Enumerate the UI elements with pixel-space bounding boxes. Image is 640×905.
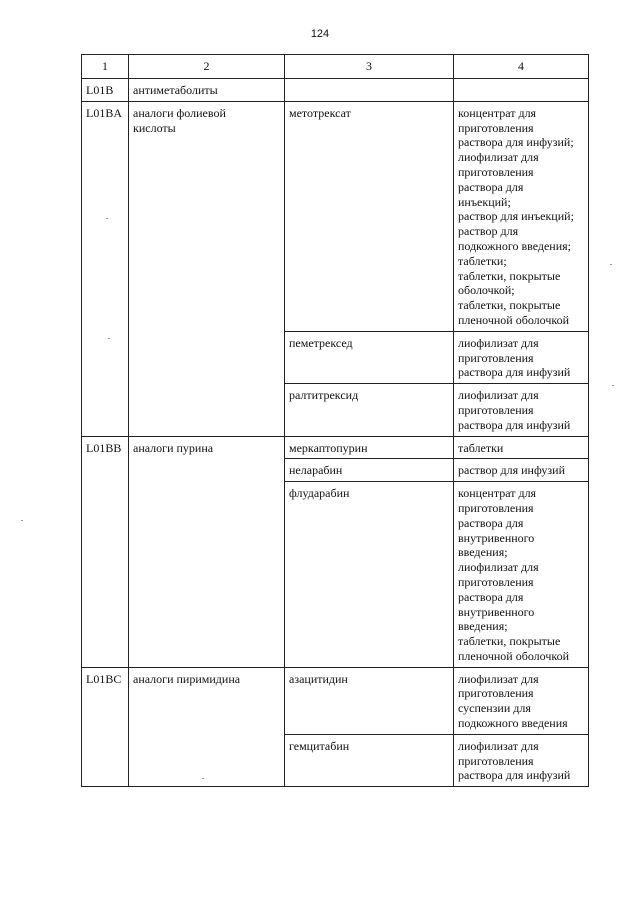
group-name-cell: аналоги фолиевой кислоты <box>129 101 285 436</box>
atc-code-cell: L01BA <box>82 101 129 436</box>
table-row <box>82 101 589 331</box>
atc-code-cell: L01B <box>82 79 129 102</box>
dosage-form-cell: раствор для инфузий <box>454 459 589 482</box>
drug-name-cell: пеметрексед <box>285 331 454 383</box>
column-header-4: 4 <box>454 55 589 79</box>
table-body <box>82 55 589 787</box>
column-header-2: 2 <box>129 55 285 79</box>
drug-name-cell: меркаптопурин <box>285 436 454 459</box>
group-name-cell: аналоги пиримидина <box>129 667 285 787</box>
scan-speck <box>612 385 614 386</box>
group-name-cell: антиметаболиты <box>129 79 285 102</box>
dosage-form-cell: лиофилизат для приготовления раствора для инфузий <box>454 384 589 436</box>
dosage-form-cell: таблетки <box>454 436 589 459</box>
table-row <box>82 79 589 102</box>
drug-name-cell: метотрексат <box>285 101 454 331</box>
drug-name-cell: гемцитабин <box>285 734 454 786</box>
drug-name-cell: ралтитрексид <box>285 384 454 436</box>
table-row <box>82 667 589 734</box>
column-header-1: 1 <box>82 55 129 79</box>
table-header-row <box>82 55 589 79</box>
dosage-form-cell: лиофилизат для приготовления раствора для инфузий <box>454 734 589 786</box>
dosage-form-cell: лиофилизат для приготовления суспензии для подкожного введения <box>454 667 589 734</box>
scan-speck <box>610 264 612 265</box>
column-header-3: 3 <box>285 55 454 79</box>
drug-name-cell: флударабин <box>285 482 454 668</box>
table-row <box>82 436 589 459</box>
atc-code-cell: L01BC <box>82 667 129 787</box>
scan-speck <box>21 520 23 521</box>
scan-speck <box>106 218 108 219</box>
drug-table <box>81 54 589 787</box>
dosage-form-cell: концентрат для приготовления раствора для инфузий; лиофилизат для приготовления раствора для инъекций; раствор для инъекций; раствор для подкожного введения; таблетки; таблетки, покрытые оболочкой; таблетки, покрытые пленочной оболочкой <box>454 101 589 331</box>
scan-speck <box>108 338 110 339</box>
page-number: 124 <box>310 28 330 40</box>
scan-speck <box>202 778 204 779</box>
dosage-form-cell: концентрат для приготовления раствора для внутривенного введения; лиофилизат для приготовления раствора для внутривенного введения; таблетки, покрытые пленочной оболочкой <box>454 482 589 668</box>
group-name-cell: аналоги пурина <box>129 436 285 667</box>
drug-name-cell: азацитидин <box>285 667 454 734</box>
dosage-form-cell <box>454 79 589 102</box>
drug-name-cell: неларабин <box>285 459 454 482</box>
atc-code-cell: L01BB <box>82 436 129 667</box>
drug-name-cell <box>285 79 454 102</box>
dosage-form-cell: лиофилизат для приготовления раствора для инфузий <box>454 331 589 383</box>
